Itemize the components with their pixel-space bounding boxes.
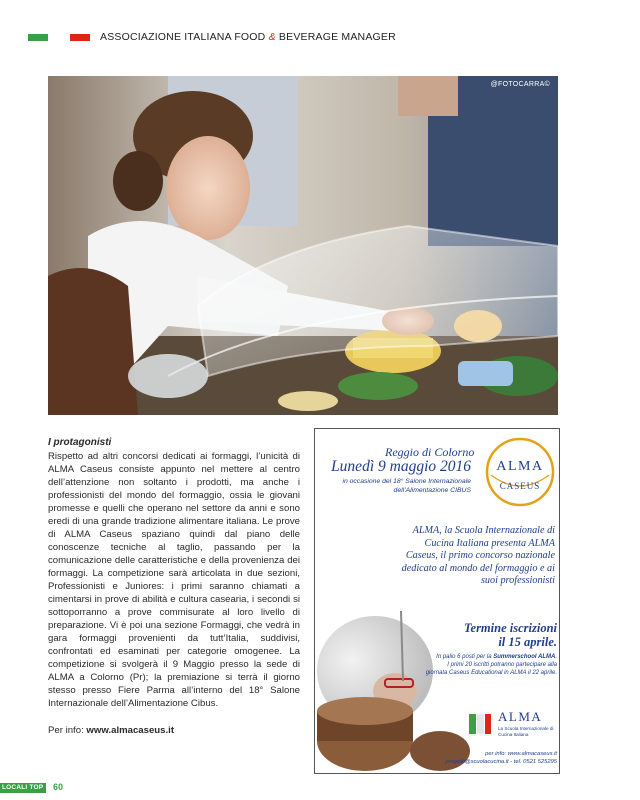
ampersand: & — [268, 31, 276, 43]
article-heading: I protagonisti — [48, 437, 112, 448]
page-number: 60 — [53, 782, 64, 792]
ad-date: Lunedì 9 maggio 2016 — [331, 458, 471, 475]
ad-contact — [435, 751, 557, 766]
ad-location: Reggio di Colorno — [385, 445, 475, 459]
ad-description: ALMA, la Scuola Internazionale di Cucina Italiana presenta ALMA Caseus, il primo concorso nazionale dedicato al mondo del formaggio e ai suoi professionisti — [401, 525, 555, 587]
hero-photo — [48, 76, 558, 415]
info-link[interactable]: www.almacaseus.it — [86, 725, 175, 736]
cheese-tasting-illustration — [315, 591, 560, 774]
ad-prize: In palio 6 posti per la Summerschool ALMA. I primi 20 iscritti potranno partecipare alla giornata Caseus Educational in ALMA il 22 aprile. — [425, 654, 557, 677]
article-info: Per info: www.almacaseus.it — [48, 725, 175, 736]
alma-caseus-logo — [485, 437, 555, 507]
article-column — [48, 436, 300, 737]
cheese-counter-photo — [48, 76, 558, 415]
flag-red-bar — [70, 34, 90, 41]
photo-credit: @FOTOCARRA© — [490, 81, 550, 88]
logo-caseus-text: CASEUS — [499, 481, 541, 491]
ad-contact-email[interactable]: progetti@scuolacucina.it - tel. 0521 525295 — [445, 758, 557, 765]
alma-caseus-ad — [314, 428, 560, 774]
ad-deadline: Termine iscrizioni il 15 aprile. — [464, 621, 557, 649]
logo-alma-text: ALMA — [496, 459, 544, 474]
article-body: Rispetto ad altri concorsi dedicati ai formaggi, l’unicità di ALMA Caseus consiste appunto nel mettere al centro dell’attenzione non soltanto i prodotti, ma anche i professionisti del mondo del formaggio, ossia le giovani promesse e quelli che operano nel settore da anni e sono eredi di una grande tradizione alimentare italiana. Le prove di ALMA Caseus spaziano quindi dal piano delle conoscenze tecniche al taglio, passando per la comunicazione delle caratteristiche e della provenienza dei formaggi. La competizione sarà articolata in due sezioni, Professionisti e Juniores: i primi saranno chiamati a cimentarsi in prove di abilità e cultura casearia, i secondi si sottoporranno a prove commisurate al loro livello di preparazione. Vi è poi una sezione Formaggi, che vedrà in gara formaggi provenienti da tutt’Italia, suddivisi, confrontati ed esaminati per categorie omogenee. La competizione si svolgerà il 9 Maggio presso la sede di ALMA a Colorno (Pr); la premiazione si terrà il giorno stesso presso Fiere Parma all’interno del 18° Salone Internazionale dell’Alimentazione Cibus. — [48, 451, 300, 709]
footer-section-label: LOCALI TOP — [2, 784, 44, 791]
alma-school-logo-mark — [467, 711, 493, 737]
flag-green-bar — [28, 34, 48, 41]
association-title: ASSOCIAZIONE ITALIANA FOOD & BEVERAGE MANAGER — [100, 31, 396, 43]
alma-brand: ALMA — [498, 709, 543, 724]
ad-occasion: in occasione del 18° Salone Internazionale dell’Alimentazione CIBUS — [342, 478, 471, 494]
ad-contact-info[interactable]: per info: www.almacaseus.it — [485, 751, 557, 757]
alma-brand-subtitle: La Scuola Internazionale di Cucina Italiana — [498, 726, 554, 737]
